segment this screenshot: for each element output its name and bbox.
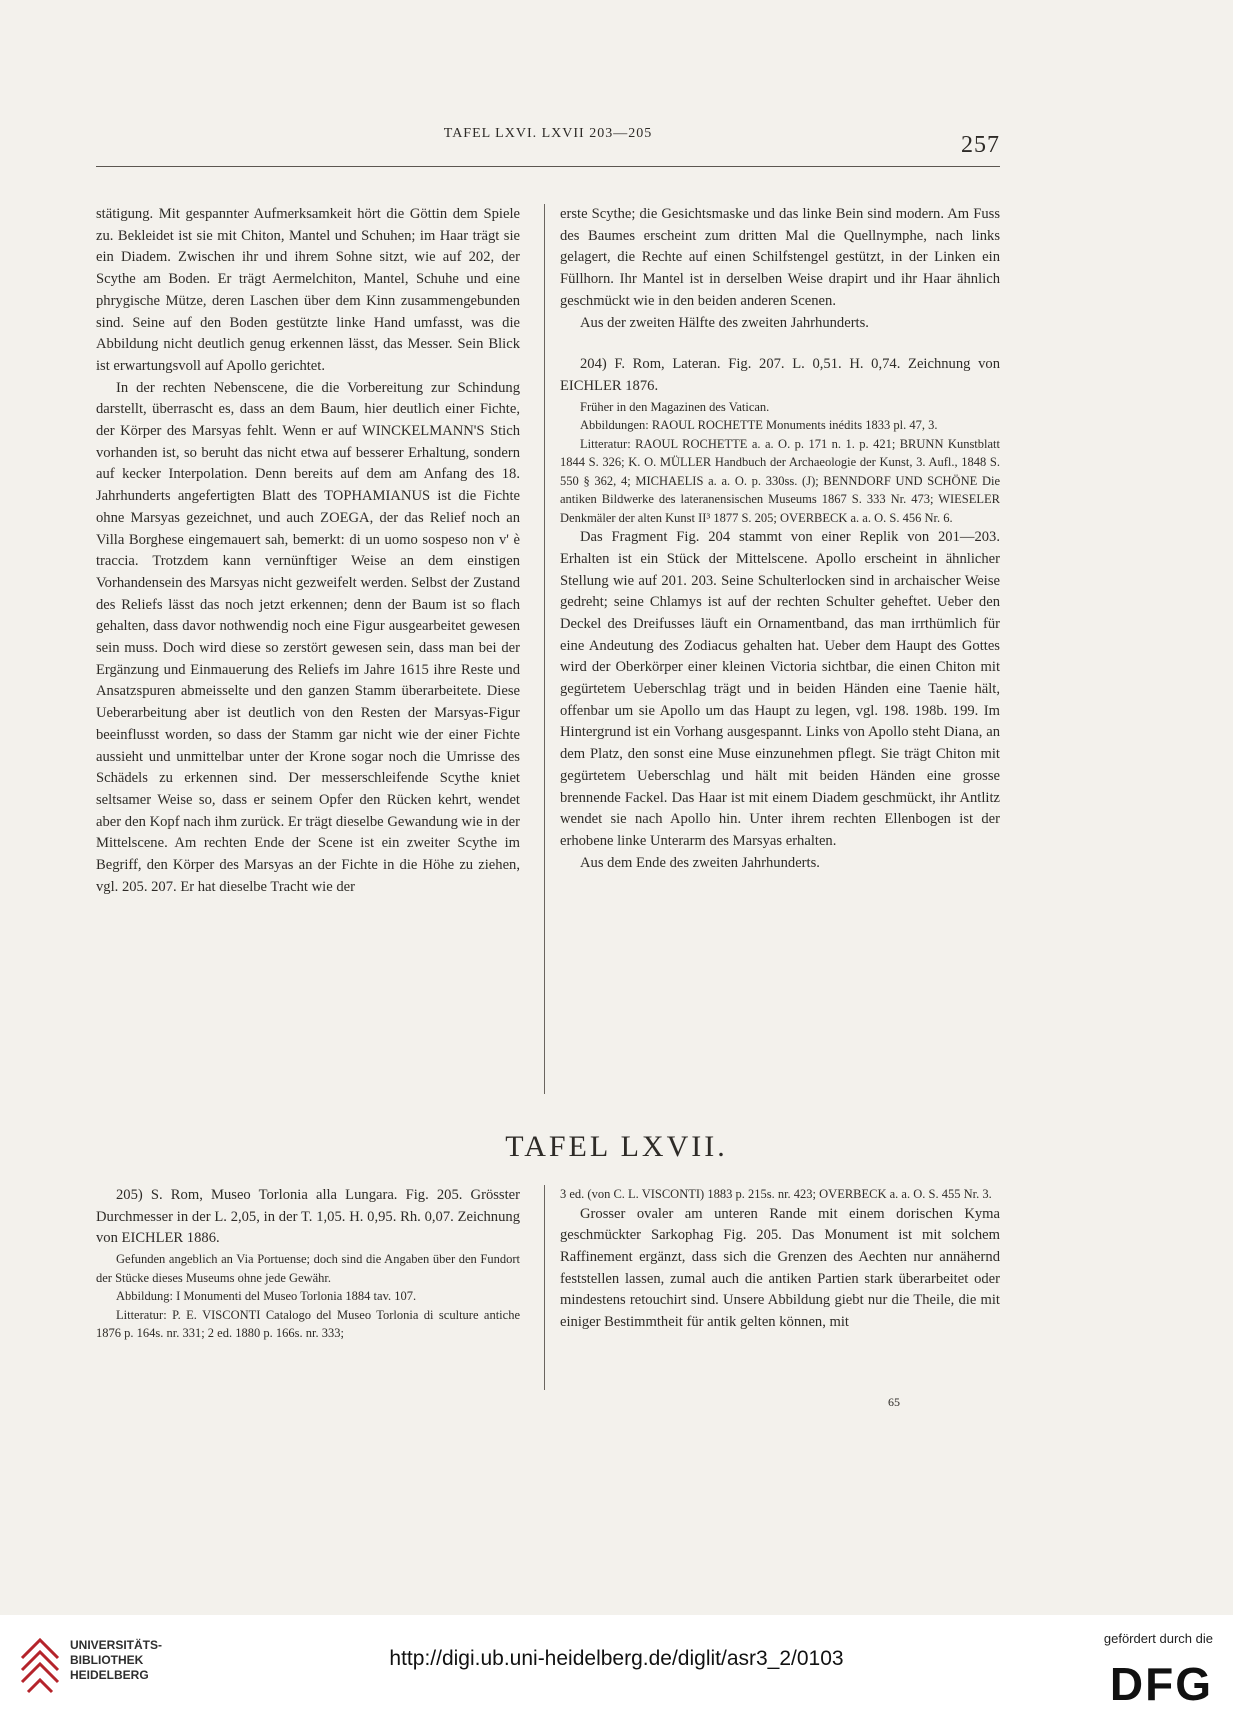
paragraph: Aus dem Ende des zweiten Jahrhunderts. [580, 854, 820, 871]
source-url-link[interactable]: http://digi.ub.uni-heidelberg.de/diglit/asr3_2/0103 [389, 1647, 844, 1670]
sheet-number: 65 [888, 1395, 900, 1409]
column-bottom-left [96, 1185, 520, 1343]
column-top-left [96, 204, 520, 899]
page-header [96, 126, 1000, 167]
column-top-right [560, 204, 1000, 874]
note: Litteratur: RAOUL ROCHETTE a. a. O. p. 171 n. 1. p. 421; BRUNN Kunstblatt 1844 S. 326; K. O. MÜLLER Handbuch der Archaeologie der Kunst, 3. Aufl., 1848 S. 550 § 362, 4; MICHAELIS a. a. O. p. 330ss. (J); BENNDORF UND SCHÖNE Die antiken Bildwerke des lateranensischen Museums 1867 S. 333 Nr. 473; WIESELER Denkmäler der alten Kunst II³ 1877 S. 205; OVERBECK a. a. O. S. 456 Nr. 6. [560, 436, 1000, 525]
running-head: TAFEL LXVI. LXVII 203—205 [443, 126, 653, 141]
footer-bar [0, 1615, 1233, 1712]
note: 3 ed. (von C. L. VISCONTI) 1883 p. 215s. nr. 423; OVERBECK a. a. O. S. 455 Nr. 3. [560, 1187, 992, 1201]
entry-heading: 204) F. Rom, Lateran. Fig. 207. L. 0,51. H. 0,74. Zeichnung von EICHLER 1876. [560, 356, 1000, 394]
note: Abbildungen: RAOUL ROCHETTE Monuments inédits 1833 pl. 47, 3. [580, 418, 938, 433]
column-bottom-right [560, 1185, 1000, 1334]
section-title: TAFEL LXVII. [505, 1130, 728, 1163]
column-divider [544, 204, 545, 1094]
paragraph: Grosser ovaler am unteren Rande mit einem dorischen Kyma geschmückter Sarkophag Fig. 205. Das Monument ist mit solchem Raffinement ergänzt, dass sich die Grenzen des Aechten nur annähernd feststellen lassen, zumal auch die antiken Partien stark überarbeitet oder mindestens retouchirt sind. Unsere Abbildung giebt nur die Theile, die mit einiger Bestimmtheit für antik gelten können, mit [560, 1205, 1000, 1331]
paragraph: In der rechten Nebenscene, die die Vorbereitung zur Schindung darstellt, überrascht es, dass an dem Baum, hier deutlich einer Fichte, der Körper des Marsyas fehlt. Wenn er auf WINCKELMANN'S Stich vorhanden ist, so beruht das nicht etwa auf besserer Erhaltung, sondern auf kecker Interpolation. Denn bereits auf dem am Anfang des 18. Jahrhunderts angefertigten Blatt des TOPHAMIANUS ist die Fichte ohne Marsyas gezeichnet, und auch ZOEGA, der das Relief noch an Villa Borghese eingemauert sah, bemerkt: di un uomo sospeso non v' è traccia. Trotzdem kann vernünftiger Weise an dem einstigen Vorhandensein des Marsyas nicht gezweifelt werden. Selbst der Zustand des Reliefs lässt das noch jetzt erkennen; denn der Baum ist so flach gehalten, dass davor nothwendig noch eine Figur ausgearbeitet gewesen sein muss. Doch wird diese so zerstört gewesen sein, dass man bei der Ergänzung und Einmauerung des Reliefs im Jahre 1615 ihre Reste und Ansatzspuren abmeisselte und den ganzen Stamm überarbeitete. Diese Ueberarbeitung aber ist deutlich von den Resten der Marsyas-Figur beeinflusst worden, so dass der Stamm gar nicht wie der einer Fichte aussieht und unmittelbar unter der Krone sogar noch die Umrisse des Schädels zu erkennen sind. Der messerschleifende Scythe kniet seltsamer Weise so, dass er seinem Opfer den Rücken kehrt, wendet aber den Kopf nach ihm zurück. Er trägt dieselbe Gewandung wie in der Mittelscene. Am rechten Ende der Scene ist ein zweiter Scythe im Begriff, den Körper des Marsyas an der Fichte in die Höhe zu ziehen, vgl. 205. 207. Er hat dieselbe Tracht wie der [96, 379, 520, 895]
note: Litteratur: P. E. VISCONTI Catalogo del Museo Torlonia di sculture antiche 1876 p. 164s. nr. 331; 2 ed. 1880 p. 166s. nr. 333; [96, 1307, 520, 1341]
entry-heading: 205) S. Rom, Museo Torlonia alla Lungara. Fig. 205. Grösster Durchmesser in der L. 2,05, in der T. 1,05. H. 0,95. Rh. 0,07. Zeichnung von EICHLER 1886. [96, 1187, 520, 1247]
dfg-logo: DFG [1109, 1658, 1213, 1710]
library-name-line: BIBLIOTHEK [70, 1653, 144, 1667]
paragraph: stätigung. Mit gespannter Aufmerksamkeit hört die Göttin dem Spiele zu. Bekleidet ist sie mit Chiton, Mantel und Schuhen; im Haar trägt sie ein Diadem. Zwischen ihr und ihrem Sohne sitzt, wie auf 202, der Scythe am Boden. Er trägt Aermelchiton, Mantel, Schuhe und eine phrygische Mütze, deren Laschen über dem Kinn zusammengebunden sind. Seine auf den Boden gestützte linke Hand umfasst, was die Abbildung nicht deutlich genug erkennen lässt, das Messer. Sein Blick ist erwartungsvoll auf Apollo gerichtet. [96, 206, 520, 374]
page-number: 257 [961, 132, 1000, 158]
paragraph: Aus der zweiten Hälfte des zweiten Jahrhunderts. [580, 314, 869, 331]
library-name-line: UNIVERSITÄTS- [70, 1638, 163, 1652]
note: Gefunden angeblich an Via Portuense; doch sind die Angaben über den Fundort der Stücke dieses Museums ohne jede Gewähr. [96, 1252, 520, 1285]
sponsor-label: gefördert durch die [1103, 1631, 1213, 1646]
note: Abbildung: I Monumenti del Museo Torlonia 1884 tav. 107. [116, 1289, 417, 1304]
library-name-line: HEIDELBERG [70, 1668, 149, 1682]
paragraph: Das Fragment Fig. 204 stammt von einer Replik von 201—203. Erhalten ist ein Stück der Mittelscene. Apollo erscheint in ähnlicher Stellung wie auf 201. 203. Seine Schulterlocken sind in archaischer Weise gedreht; seine Chlamys ist auf der rechten Schulter geheftet. Ueber den Deckel des Dreifusses läuft ein Ornamentband, das man irrthümlich für eine Andeutung des Zodiacus gehalten hat. Ueber dem Haupt des Gottes wird der Oberkörper einer kleinen Victoria sichtbar, die einen Chiton mit gegürtetem Ueberschlag trägt und in beiden Händen eine Taenie hält, offenbar um sie Apollo um das Haupt zu legen, vgl. 198. 198b. 199. Im Hintergrund ist ein Vorhang ausgespannt. Links von Apollo steht Diana, an dem Platz, den sonst eine Muse einzunehmen pflegt. Sie trägt Chiton mit gegürtetem Ueberschlag und hält mit beiden Händen eine grosse brennende Fackel. Das Haar ist mit einem Diadem geschmückt, ihr Antlitz wendet sie nach Apollo hin. Unter ihrem rechten Ellenbogen ist der erhobene linke Unterarm des Marsyas erhalten. [560, 529, 1000, 849]
note: Früher in den Magazinen des Vatican. [580, 399, 770, 414]
column-divider [544, 1185, 545, 1390]
paragraph: erste Scythe; die Gesichtsmaske und das linke Bein sind modern. Am Fuss des Baumes erscheint zum dritten Mal die Quellnymphe, nach links gelagert, die Rechte auf einen Schilfstengel gestützt, in der Linken ein Füllhorn. Ihr Mantel ist in derselben Weise drapirt und ihr Haar ähnlich geschmückt wie in den beiden anderen Scenen. [560, 206, 1000, 309]
